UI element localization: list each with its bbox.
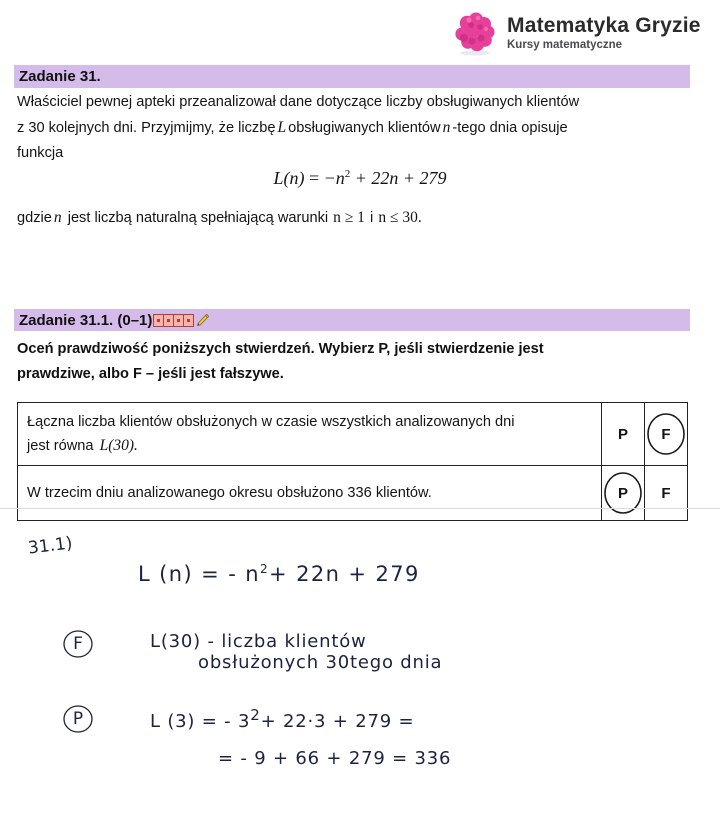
table-row xyxy=(18,466,688,521)
scan-divider xyxy=(0,508,720,509)
handwriting-true-line-1-rhs: + 22·3 + 279 = xyxy=(260,711,415,732)
handwriting-false-note-2: obsłużonych 30tego dnia xyxy=(198,652,443,673)
instruction-line-2: prawdziwe, albo F – jeśli jest fałszywe. xyxy=(17,366,284,382)
handwriting-formula-lhs: L (n) = - n xyxy=(138,562,260,586)
subtask-header-label: Zadanie 31.1. (0–1) xyxy=(19,311,153,329)
statement-cell-1 xyxy=(18,403,602,466)
condition-mid: jest liczbą naturalną spełniającą warunki xyxy=(67,210,329,226)
condition-1: n ≥ 1 xyxy=(333,209,365,226)
site-logo xyxy=(452,6,708,60)
handwriting-formula-rhs: + 22n + 279 xyxy=(269,562,420,586)
statement-cell-2 xyxy=(18,466,602,521)
task-statement-line-2-post: -tego dnia opisuje xyxy=(452,120,568,136)
condition-conjunction: i xyxy=(370,210,374,226)
task-statement-line-2-pre: z 30 kolejnych dni. Przyjmijmy, że liczbę xyxy=(17,120,276,136)
instruction-line-1: Oceń prawdziwość poniższych stwierdzeń. Wybierz P, jeśli stwierdzenie jest xyxy=(17,341,544,357)
task-header-label: Zadanie 31. xyxy=(19,68,101,85)
option-false-label-row-1: F xyxy=(661,425,671,443)
option-false-row-2[interactable] xyxy=(645,466,688,521)
statement-1-line-2-pre: jest równa xyxy=(27,438,94,454)
task-statement-line-1: Właściciel pewnej apteki przeanalizował dane dotyczące liczby obsługiwanych klientów xyxy=(17,94,580,110)
condition-2: n ≤ 30. xyxy=(378,209,422,226)
answer-table xyxy=(17,402,688,521)
points-boxes xyxy=(153,314,193,327)
option-false-row-1[interactable] xyxy=(645,403,688,466)
handwriting-true-line-1-exponent: 2 xyxy=(250,706,261,724)
brain-icon xyxy=(452,10,498,56)
task-statement xyxy=(17,90,689,166)
math-var-n: n xyxy=(442,119,451,136)
task-statement-line-3: funkcja xyxy=(17,145,64,161)
math-var-n-2: n xyxy=(53,209,62,226)
pencil-icon xyxy=(195,313,210,328)
handwriting-true-mark xyxy=(62,704,94,734)
task-header-bar xyxy=(14,65,690,88)
brand-title: Matematyka Gryzie xyxy=(507,13,701,37)
subtask-instruction xyxy=(17,337,677,387)
handwriting-false-note-1: L(30) - liczba klientów xyxy=(150,631,367,652)
task-statement-line-2-mid: obsługiwanych klientów xyxy=(288,120,441,136)
handwriting-formula xyxy=(138,562,420,586)
option-true-row-1[interactable] xyxy=(602,403,645,466)
handwriting-true-line-1-lhs: L (3) = - 3 xyxy=(150,711,251,732)
math-var-L: L xyxy=(277,119,287,136)
option-true-label-row-1: P xyxy=(617,425,628,443)
statement-2-line-1: W trzecim dniu analizowanego okresu obsłużono 336 klientów. xyxy=(27,485,432,501)
task-formula xyxy=(0,168,720,189)
handwriting-true-line-2: = - 9 + 66 + 279 = 336 xyxy=(218,748,452,769)
handwriting-false-mark xyxy=(62,629,94,659)
statement-1-line-1: Łączna liczba klientów obsłużonych w czasie wszystkich analizowanych dni xyxy=(27,414,515,430)
formula-term-1: −n xyxy=(323,168,345,188)
formula-term-2: + 22n + 279 xyxy=(354,168,447,188)
handwriting-task-id: 31.1) xyxy=(26,533,74,559)
handwriting-true-letter: P xyxy=(72,709,84,729)
option-true-row-2[interactable] xyxy=(602,466,645,521)
points-box xyxy=(183,314,194,327)
handwriting-false-letter: F xyxy=(73,634,83,654)
brand-subtitle: Kursy matematyczne xyxy=(507,38,623,51)
formula-lhs: L(n) xyxy=(273,168,305,188)
handwriting-formula-exponent: 2 xyxy=(259,562,270,576)
handwriting-true-line-1 xyxy=(150,706,414,732)
subtask-header-bar xyxy=(14,309,690,331)
condition-pre: gdzie xyxy=(17,210,52,226)
statement-1-math: L(30). xyxy=(99,437,138,454)
formula-equals: = xyxy=(308,168,320,188)
table-row xyxy=(18,403,688,466)
option-true-label-row-2: P xyxy=(617,484,628,502)
formula-exponent: 2 xyxy=(344,168,351,180)
option-false-label-row-2: F xyxy=(661,484,671,502)
task-condition xyxy=(17,205,689,231)
